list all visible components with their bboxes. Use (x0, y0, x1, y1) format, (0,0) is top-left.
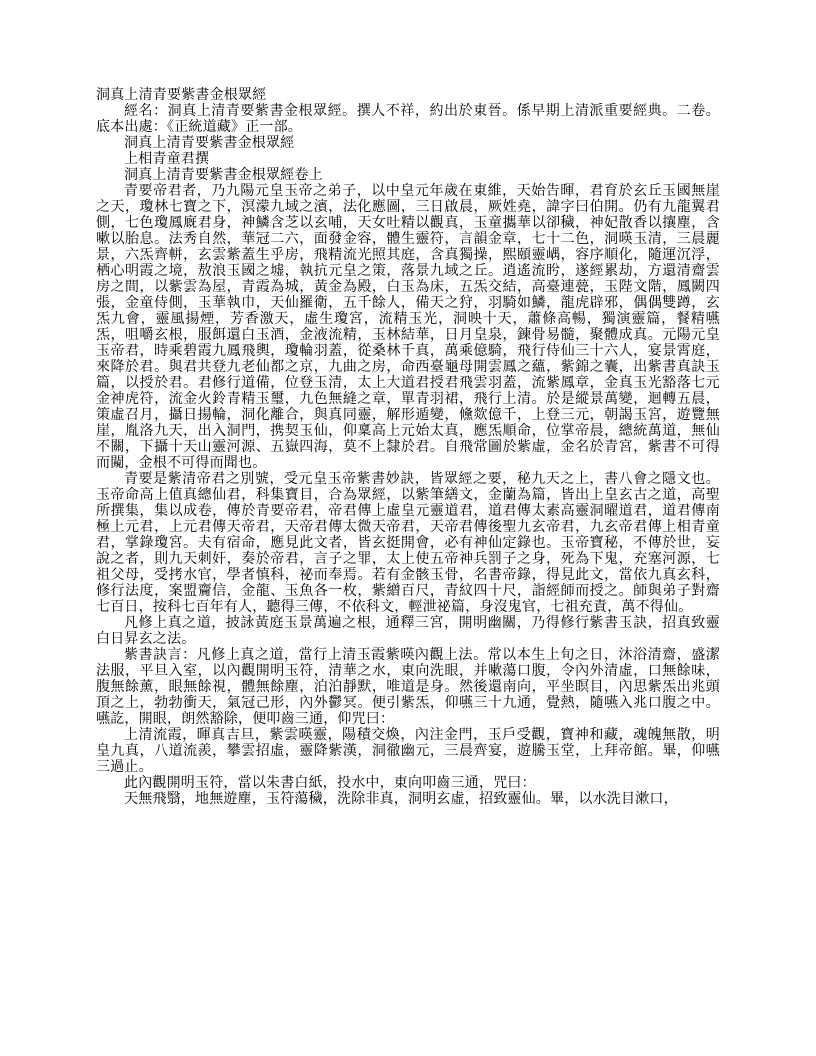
paragraph: 青要帝君者，乃九陽元皇玉帝之弟子，以中皇元年歲在東維，天始告暉，君育於玄丘玉國無崖之天，瓊林七寶之下，溟濛九域之濱，法化應圖，三日啟晨，厥姓堯，諱字曰伯開。仍有九龍翼君側，七色瓊鳳廐君身，神鱗含芝以玄哺，天女吐精以觀真，玉童攜華以卻穢，神妃散香以攘塵，含嗽以胎息。法秀自然，華冠二六，面發金容，體生靈符，言韻金章，七十二色，洞暎玉清，三晨麗景，六炁齊軿，玄雲紫蓋生乎房，飛精流光照其庭，含真獨操，熙頤靈嵎，容序順化，隨運沉浮，栖心明霞之境，敖浪玉國之墟，執抗元皇之策，落景九域之丘。逍遙流盻，遂經累劫，方還清齋雲房之間，以紫雲為屋，青霞為城，黃金為殿，白玉為床，五炁交結，高臺連甍，玉陛文階，鳳闕四張，金童侍側，玉華執巾，天仙羅衛，五千餘人，備天之狩，羽騎如鱗，龍虎辟邪，偶偶雙蹲，玄炁九會，靈風揚煙，芳香激天，虛生瓊宮，流精玉光，洞映十天，蕭條高暢，獨演靈篇，餐精嚥炁，咀嚼玄根，服餌還白玉酒，金液流精，玉林結華，日月皇泉，鍊骨易髓，聚體成真。元陽元皇玉帝君，時乘碧霞九鳳飛輿，瓊輪羽蓋，從桑林千真，萬乘億騎，飛行侍仙三十六人，宴景霄庭，來降於君。與君共登九老仙都之京，九曲之房，命西臺龜母開雲鳳之蘊，紫錦之囊，出紫書真訣玉篇，以授於君。君修行道備，位登玉清，太上大道君授君飛雲羽蓋，流紫鳳章，金真玉光豁落七元金神虎符，流金火鈴青精玉璽，九色無縫之章，單青羽裙，飛行上清。於是縱景萬變，迴轉五晨，策虛召月，攝日揚輪，洞化離合，與真同靈，解形遁變，儵欻億千，上登三元，朝謁玉宮，遊覽無崖，胤洛九天，出入洞門，携契玉仙，仰稟高上元始太真，應炁順命，位掌帝晨，總統萬道，無仙不關，下攝十天山靈河源、五嶽四海，莫不上隸於君。自飛常圖於紫虛，金名於青宮，紫書不可得而闚，金根不可得而聞也。 (96, 184, 720, 471)
volume-title-line: 洞真上清青要紫書金根眾經卷上 (124, 168, 323, 183)
incantation-paragraph: 天無飛翳，地無遊塵，玉符蕩穢，洗除非真，洞明玄虛，招致靈仙。畢，以水洗目漱口， (124, 792, 678, 807)
author-line: 上相青童君撰 (124, 152, 210, 167)
scripture-title-line: 洞真上清青要紫書金根眾經 (124, 136, 295, 151)
colophon-paragraph: 經名：洞真上清青要紫書金根眾經。撰人不祥，約出於東晉。係早期上清派重要經典。二卷。底本出處：《正統道藏》正一部。 (96, 104, 720, 135)
paragraph: 此內觀開明玉符，當以朱書白紙，投水中，東向叩齒三通，咒曰： (124, 776, 536, 791)
paragraph: 凡修上真之道，披詠黃庭玉景萬遍之根，通釋三宮，開明幽關，乃得修行紫書玉訣，招真致靈白日昇玄之法。 (96, 616, 720, 647)
document-body (96, 88, 720, 808)
document-title: 洞真上清青要紫書金根眾經 (96, 88, 267, 103)
paragraph: 青要是紫清帝君之別號，受元皇玉帝紫書妙訣，皆眾經之要，秘九天之上，書八會之隱文也。玉帝命高上值真總仙君，科集寶目，合為眾經，以紫筆繕文，金蘭為篇，皆出上皇玄古之道，高聖所撰集，集以成卷，傳於青要帝君，帝君傳上虛皇元靈道君，道君傳太素高靈洞曜道君，道君傳南極上元君，上元君傳天帝君，天帝君傳太微天帝君，天帝君傳後聖九玄帝君，九玄帝君傳上相青童君，掌錄瓊宮。夫有宿命，應見此文者，皆玄挺開會，必有神仙定錄也。玉帝寶秘，不傳於世，妄說之者，則九天刺奸，奏於帝君，言子之罪，太上使五帝神兵罰子之身，死為下鬼，充塞河源，七祖父母，受拷水官，學者慎科，祕而奉焉。若有金骸玉骨，名書帝錄，得見此文，當依九真玄科，修行法度，案盟齎信，金龍、玉魚各一枚，紫繒百尺，青紋四十尺，詣經師而授之。師與弟子對齋七百日，按科七百年有人，聽得三傳，不依科文，輕泄祕篇，身沒鬼官，七祖充責，萬不得仙。 (96, 472, 720, 615)
incantation-paragraph: 上清流霞，暉真吉旦，紫雲暎靈，陽積交煥，內注金門，玉戶受觀，寶神和藏，魂魄無散，明皇九真，八道流羨，攀雲招虛，靈降紫漢，洞徹幽元，三晨齊宴，遊騰玉堂，上拜帝館。畢，仰嚥三過止。 (96, 728, 720, 775)
paragraph: 紫書訣言：凡修上真之道，當行上清玉霞紫暎內觀上法。常以本生上旬之日，沐浴清齋，盛潔法服，平旦入室，以內觀開明玉符，清華之水，東向洗眼，并嗽蕩口腹，令內外清虛，口無餘味，腹無餘薰，眼無餘視，體無餘塵，泊泊靜默，唯道是身。然後還南向，平坐瞑目，內思紫炁出兆頭頂之上，勃勃衝天，氣冠己形，內外鬱冥。便引紫炁，仰嚥三十九通，覺熱，隨嚥入兆口腹之中。嚥訖，開眼，朗然豁除，便叩齒三通，仰咒曰： (96, 648, 720, 727)
